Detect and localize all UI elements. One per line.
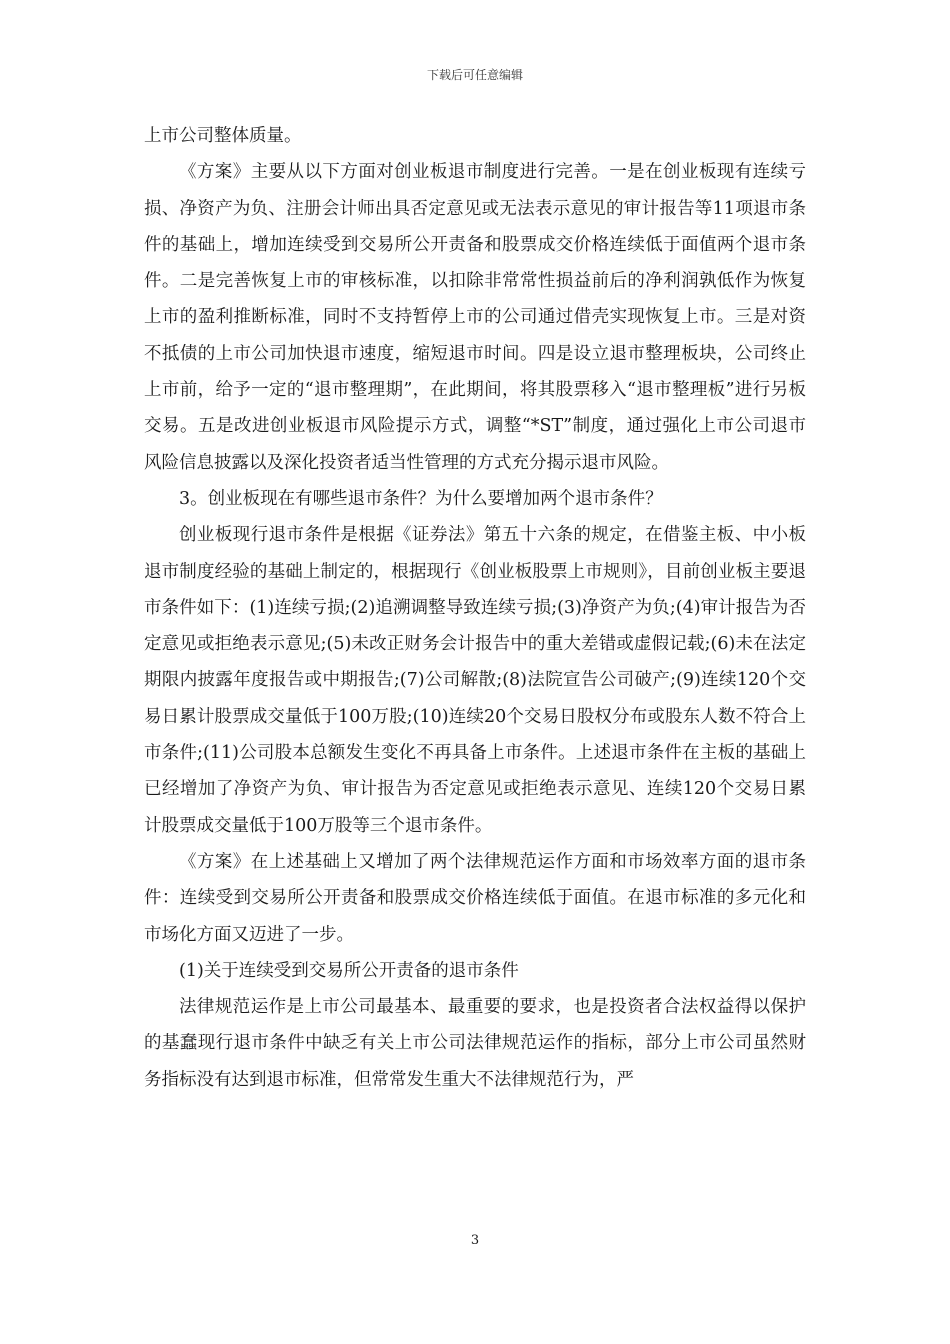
- paragraph-6-subheading: (1)关于连续受到交易所公开责备的退市条件: [179, 960, 519, 981]
- paragraph-4: 创业板现行退市条件是根据《证券法》第五十六条的规定，在借鉴主板、中小板退市制度经验的基础上制定的，根据现行《创业板股票上市规则》，目前创业板主要退市条件如下：(1)连续亏损;(2)追溯调整导致连续亏损;(3)净资产为负;(4)审计报告为否定意见或拒绝表示意见;(5)未改正财务会计报告中的重大差错或虚假记载;(6)未在法定期限内披露年度报告或中期报告;(7)公司解散;(8)法院宣告公司破产;(9)连续120个交易日累计股票成交量低于100万股;(10)连续20个交易日股权分布或股东人数不符合上市条件;(11)公司股本总额发生变化不再具备上市条件。上述退市条件在主板的基础上已经增加了净资产为负、审计报告为否定意见或拒绝表示意见、连续120个交易日累计股票成交量低于100万股等三个退市条件。: [144, 525, 806, 836]
- paragraph-5: 《方案》在上述基础上又增加了两个法律规范运作方面和市场效率方面的退市条件：连续受到交易所公开责备和股票成交价格连续低于面值。在退市标准的多元化和市场化方面又迈进了一步。: [144, 851, 806, 945]
- paragraph-7: 法律规范运作是上市公司最基本、最重要的要求，也是投资者合法权益得以保护的基蠢现行退市条件中缺乏有关上市公司法律规范运作的指标，部分上市公司虽然财务指标没有达到退市标准，但常常发生重大不法律规范行为，严: [144, 997, 806, 1090]
- paragraph-3-question: 3。创业板现在有哪些退市条件？为什么要增加两个退市条件？: [179, 488, 663, 509]
- paragraph-2: 《方案》主要从以下方面对创业板退市制度进行完善。一是在创业板现有连续亏损、净资产为负、注册会计师出具否定意见或无法表示意见的审计报告等11项退市条件的基础上，增加连续受到交易所公开责备和股票成交价格连续低于面值两个退市条件。二是完善恢复上市的审核标准，以扣除非常常性损益前后的净利润孰低作为恢复上市的盈利推断标准，同时不支持暂停上市的公司通过借壳实现恢复上市。三是对资不抵债的上市公司加快退市速度，缩短退市时间。四是设立退市整理板块，公司终止上市前，给予一定的“退市整理期”，在此期间，将其股票移入“退市整理板”进行另板交易。五是改进创业板退市风险提示方式，调整“*ST”制度，通过强化上市公司退市风险信息披露以及深化投资者适当性管理的方式充分揭示退市风险。: [144, 162, 806, 473]
- document-body: [144, 118, 806, 1098]
- page-header: 下载后可任意编辑: [426, 68, 523, 82]
- page-number: 3: [470, 1233, 480, 1248]
- paragraph-1: 上市公司整体质量。: [144, 126, 302, 146]
